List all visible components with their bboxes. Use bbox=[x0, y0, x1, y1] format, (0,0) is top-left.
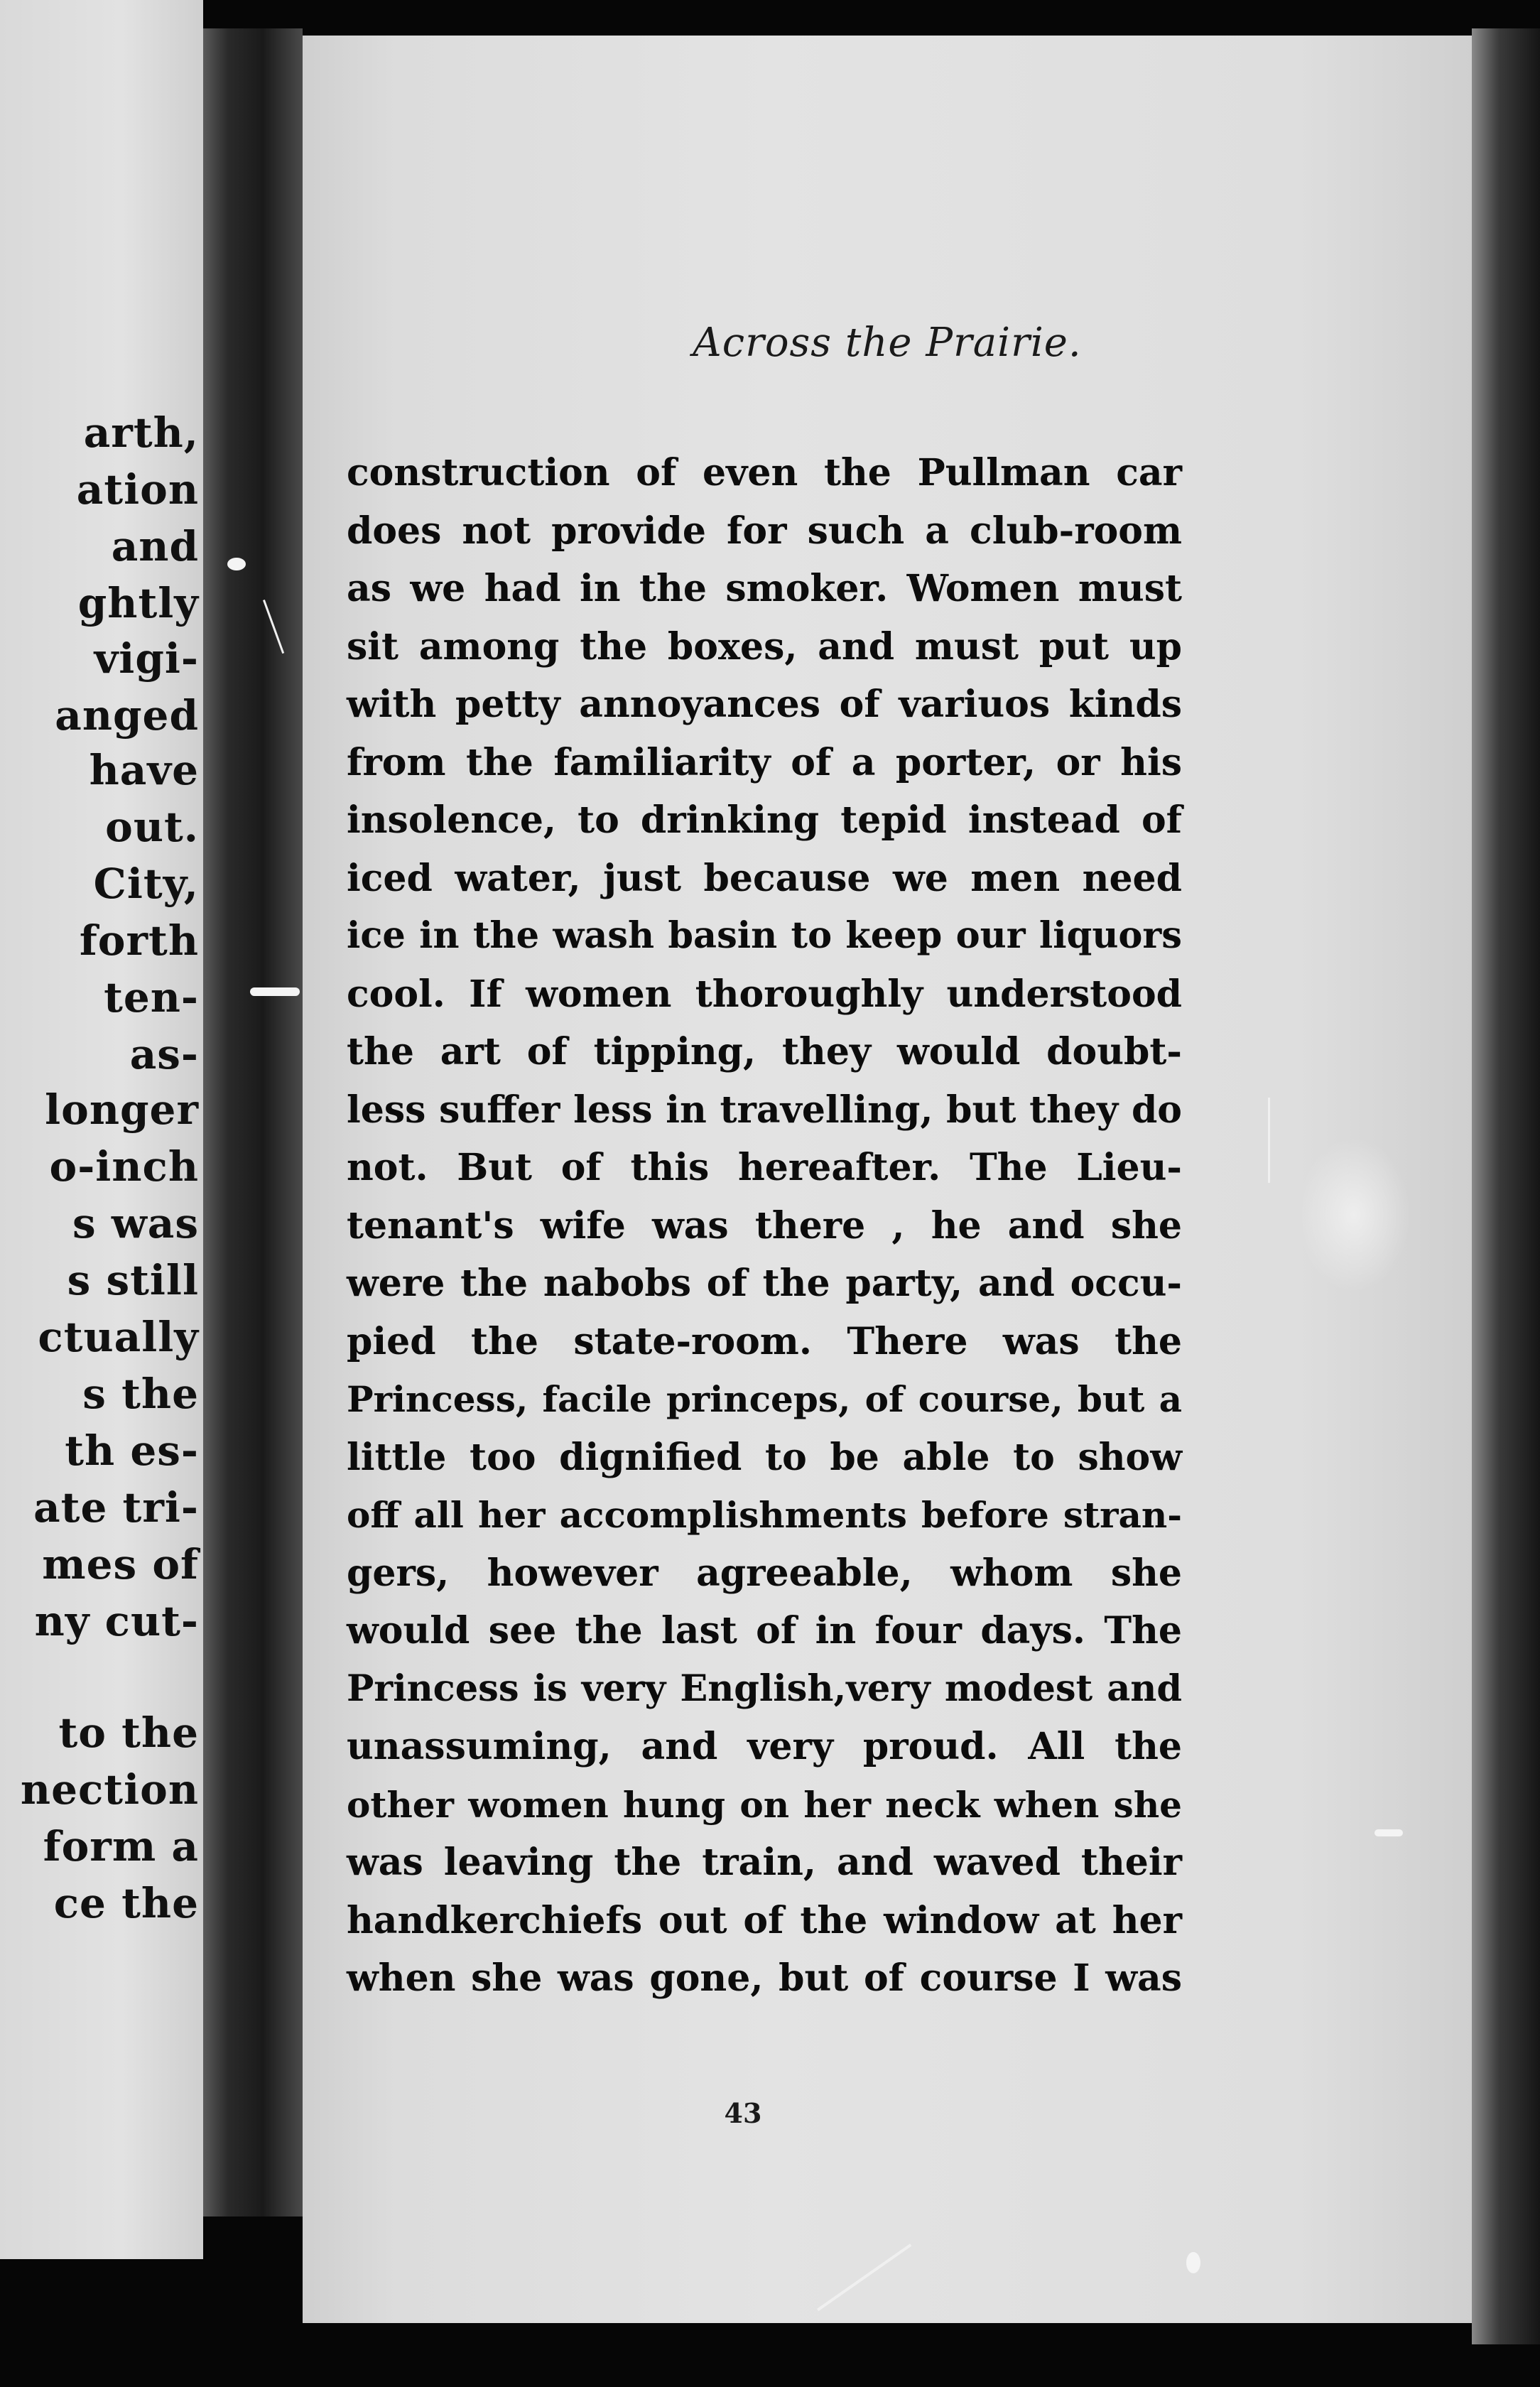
text-line: tenant's wife was there , he and she bbox=[347, 1203, 1182, 1247]
text-line: construction of even the Pullman car bbox=[347, 451, 1182, 494]
text-line: from the familiarity of a porter, or his bbox=[347, 740, 1182, 784]
text-line: ice in the wash basin to keep our liquors bbox=[347, 914, 1182, 957]
text-line: does not provide for such a club-room bbox=[347, 509, 1182, 553]
left-page-line-fragment: ten- bbox=[104, 973, 199, 1022]
text-line: not. But of this hereafter. The Lieu- bbox=[347, 1146, 1182, 1189]
text-line: the art of tipping, they would doubt- bbox=[347, 1030, 1182, 1073]
text-line: when she was gone, but of course I was bbox=[347, 1956, 1182, 2000]
left-page-line-fragment: and bbox=[111, 522, 199, 570]
text-line: iced water, just because we men need bbox=[347, 856, 1182, 900]
page-edge-shadow bbox=[1472, 28, 1540, 2344]
left-page-line-fragment: form a bbox=[43, 1822, 199, 1871]
scan-speck bbox=[1374, 1829, 1403, 1836]
left-page-line-fragment: City, bbox=[93, 860, 199, 908]
right-page bbox=[303, 36, 1472, 2323]
scan-speck bbox=[1186, 2252, 1200, 2273]
left-page-line-fragment: to the bbox=[58, 1709, 199, 1757]
left-page-line-fragment: out. bbox=[105, 803, 199, 851]
text-line: with petty annoyances of variuos kinds bbox=[347, 683, 1182, 726]
left-page-line-fragment: longer bbox=[45, 1086, 199, 1134]
scan-speck bbox=[250, 987, 300, 996]
text-line: Princess is very English,very modest and bbox=[347, 1667, 1182, 1710]
text-line: less suffer less in travelling, but they do bbox=[347, 1088, 1182, 1132]
book-gutter-shadow bbox=[203, 28, 303, 2216]
text-line: Princess, facile princeps, of course, but a bbox=[347, 1378, 1182, 1420]
left-page-line-fragment: ation bbox=[76, 465, 199, 514]
left-page-line-fragment: nection bbox=[20, 1765, 199, 1814]
left-page-line-fragment: arth, bbox=[83, 408, 199, 457]
scan-glare bbox=[1297, 1137, 1411, 1293]
text-line: insolence, to drinking tepid instead of bbox=[347, 799, 1182, 842]
text-line: unassuming, and very proud. All the bbox=[347, 1725, 1182, 1768]
left-page-line-fragment: vigi- bbox=[94, 634, 199, 683]
page-number: 43 bbox=[724, 2097, 762, 2129]
text-line: sit among the boxes, and must put up bbox=[347, 624, 1182, 669]
text-line: were the nabobs of the party, and occu- bbox=[347, 1262, 1182, 1305]
text-line: cool. If women thoroughly understood bbox=[347, 972, 1182, 1016]
left-page-line-fragment: s still bbox=[67, 1256, 199, 1304]
text-line: off all her accomplishments before stran- bbox=[347, 1494, 1182, 1536]
text-line: gers, however agreeable, whom she bbox=[347, 1551, 1182, 1595]
left-page-line-fragment: have bbox=[89, 746, 199, 794]
left-page-line-fragment: ny cut- bbox=[34, 1597, 199, 1645]
left-page-line-fragment: as- bbox=[129, 1030, 199, 1078]
left-page-line-fragment: o-inch bbox=[49, 1142, 199, 1191]
body-text bbox=[347, 444, 1182, 2008]
text-line: would see the last of in four days. The bbox=[347, 1609, 1182, 1652]
left-page-line-fragment: ate tri- bbox=[33, 1483, 199, 1532]
left-page-line-fragment: s was bbox=[72, 1199, 199, 1247]
left-page-line-fragment: s the bbox=[82, 1370, 199, 1418]
text-line: was leaving the train, and waved their bbox=[347, 1841, 1182, 1884]
scan-scratch bbox=[1268, 1098, 1270, 1183]
scan-speck bbox=[227, 558, 246, 570]
text-line: pied the state-room. There was the bbox=[347, 1319, 1182, 1363]
text-line: handkerchiefs out of the window at her bbox=[347, 1898, 1182, 1942]
left-page-line-fragment: ctually bbox=[38, 1313, 199, 1361]
text-line: little too dignified to be able to show bbox=[347, 1435, 1182, 1479]
left-page-line-fragment: th es- bbox=[65, 1427, 199, 1475]
left-page-line-fragment: ce the bbox=[53, 1879, 199, 1927]
left-page-fragment bbox=[0, 0, 203, 2259]
text-line: other women hung on her neck when she bbox=[347, 1783, 1182, 1826]
text-line: as we had in the smoker. Women must bbox=[347, 567, 1182, 610]
left-page-line-fragment: ghtly bbox=[77, 579, 199, 627]
left-page-line-fragment: anged bbox=[55, 691, 199, 740]
left-page-line-fragment: forth bbox=[79, 916, 199, 965]
left-page-line-fragment: mes of bbox=[42, 1540, 199, 1588]
running-head: Across the Prairie. bbox=[693, 320, 1082, 366]
